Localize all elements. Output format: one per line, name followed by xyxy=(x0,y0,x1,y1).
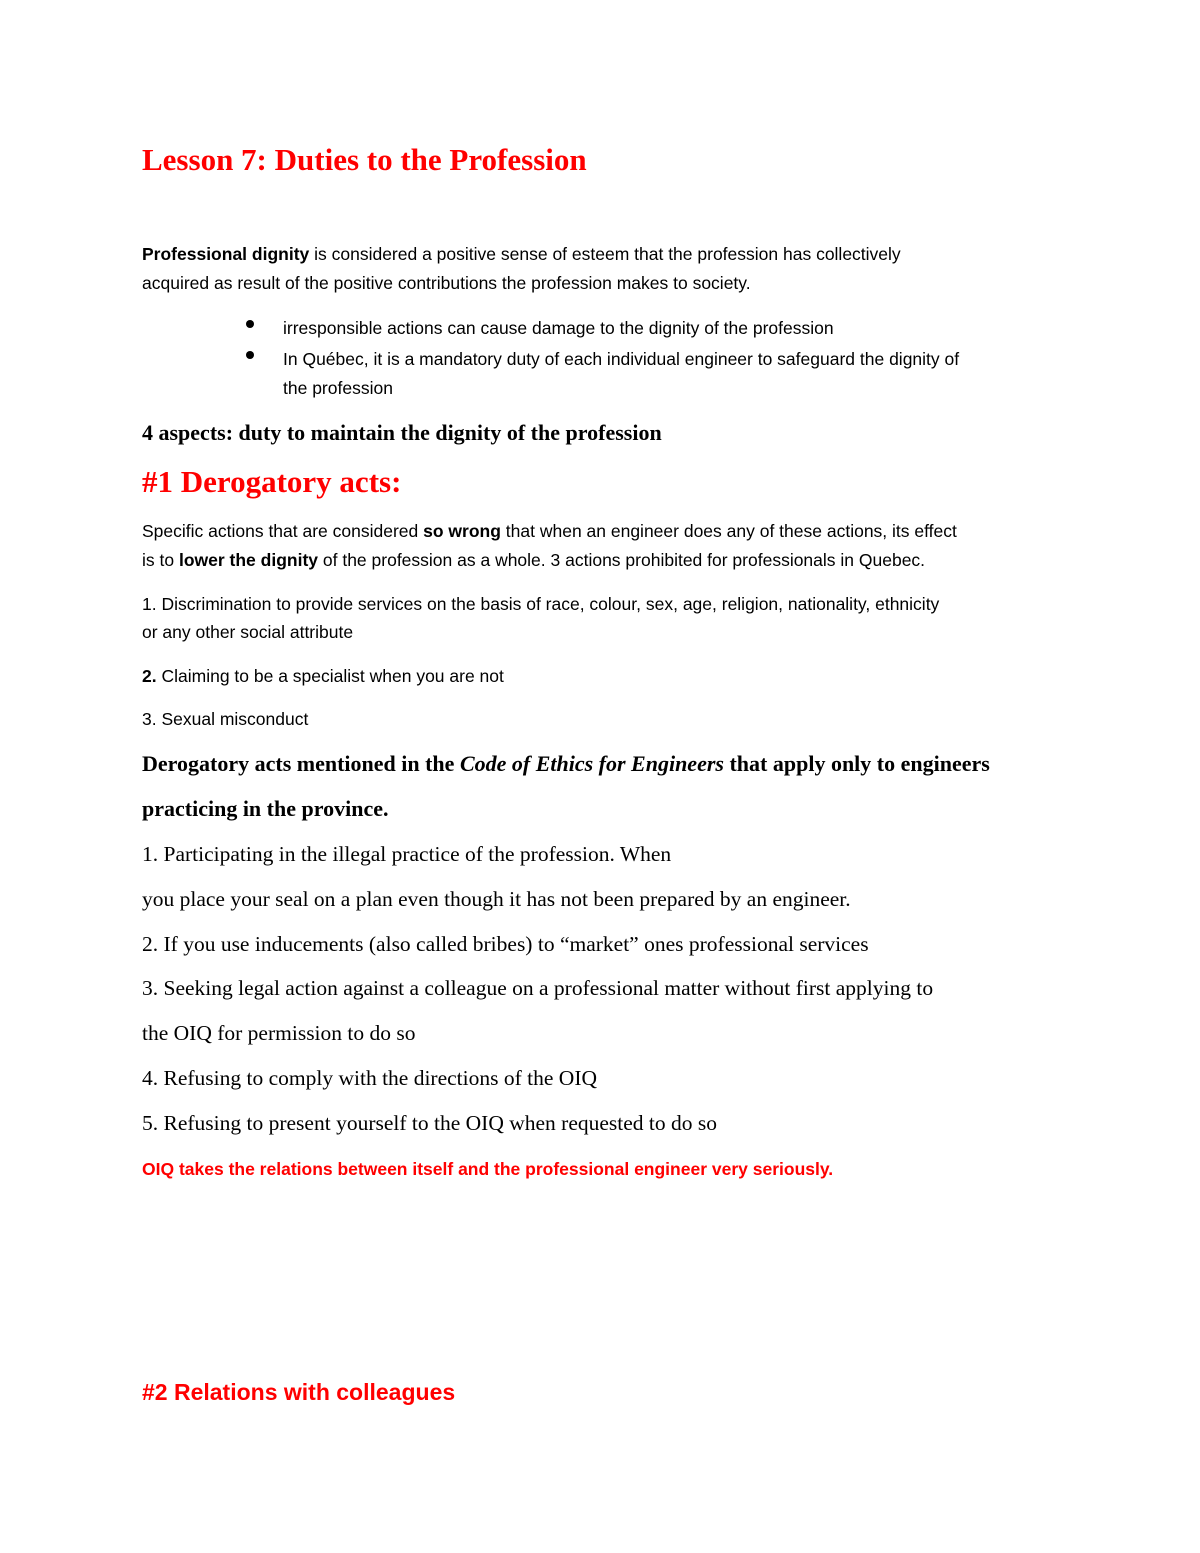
section-2-heading: #2 Relations with colleagues xyxy=(142,1379,456,1405)
bullet-item-2-line-1: In Québec, it is a mandatory duty of each individual engineer to safeguard the dignity of xyxy=(283,349,960,369)
page-title: Lesson 7: Duties to the Profession xyxy=(142,142,587,177)
derogatory-item-1-line-2: or any other social attribute xyxy=(142,622,354,642)
code-item-line: the OIQ for permission to do so xyxy=(142,1021,416,1045)
derogatory-item-1-line-1 xyxy=(142,594,939,615)
section-1-heading: #1 Derogatory acts: xyxy=(142,464,402,499)
derogatory-item-2 xyxy=(142,666,504,687)
code-heading-text: that apply only to engineers xyxy=(723,751,990,776)
desc-text: Specific actions that are considered xyxy=(142,521,424,541)
desc-text: that when an engineer does any of these actions, its effect xyxy=(500,521,957,541)
bullet-icon xyxy=(246,351,254,359)
bullet-item-1: irresponsible actions can cause damage to the dignity of the profession xyxy=(283,318,834,338)
code-item-line: 2. If you use inducements (also called bribes) to “market” ones professional services xyxy=(142,932,869,956)
desc-text: is to xyxy=(142,550,179,570)
code-heading-line-1 xyxy=(142,751,990,777)
item-text: Claiming to be a specialist when you are not xyxy=(156,666,504,686)
item-number: 1. xyxy=(142,594,157,614)
code-of-ethics-title: Code of Ethics for Engineers xyxy=(459,751,724,776)
section-1-desc-line-1 xyxy=(142,521,957,542)
desc-bold: so wrong xyxy=(423,521,501,541)
bullet-item-2-line-2: the profession xyxy=(283,378,393,398)
item-text: Sexual misconduct xyxy=(156,709,309,729)
intro-line-2: acquired as result of the positive contributions the profession makes to society. xyxy=(142,273,751,293)
code-item-line: 4. Refusing to comply with the directions of the OIQ xyxy=(142,1066,598,1090)
intro-term: Professional dignity xyxy=(142,244,310,264)
code-item-line: 5. Refusing to present yourself to the OIQ when requested to do so xyxy=(142,1111,718,1135)
section-1-desc-line-2 xyxy=(142,550,925,571)
code-item-line: 3. Seeking legal action against a colleague on a professional matter without first applying to xyxy=(142,976,934,1000)
bullet-icon xyxy=(246,320,254,328)
intro-line-1 xyxy=(142,244,901,265)
item-number: 2. xyxy=(142,666,157,686)
item-number: 3. xyxy=(142,709,157,729)
desc-text: of the profession as a whole. 3 actions prohibited for professionals in Quebec. xyxy=(318,550,926,570)
closing-statement: OIQ takes the relations between itself and the professional engineer very seriously. xyxy=(142,1159,834,1179)
desc-bold: lower the dignity xyxy=(178,550,319,570)
code-heading-line-2: practicing in the province. xyxy=(142,796,389,821)
code-heading-text: Derogatory acts mentioned in the xyxy=(142,751,460,776)
code-item-line: you place your seal on a plan even though it has not been prepared by an engineer. xyxy=(142,887,851,911)
intro-line-1-rest: is considered a positive sense of esteem that the profession has collectively xyxy=(309,244,901,264)
aspects-heading: 4 aspects: duty to maintain the dignity of the profession xyxy=(142,420,662,445)
code-item-line: 1. Participating in the illegal practice of the profession. When xyxy=(142,842,672,866)
derogatory-item-3 xyxy=(142,709,308,730)
item-text: Discrimination to provide services on the basis of race, colour, sex, age, religion, nationality, ethnicity xyxy=(156,594,940,614)
